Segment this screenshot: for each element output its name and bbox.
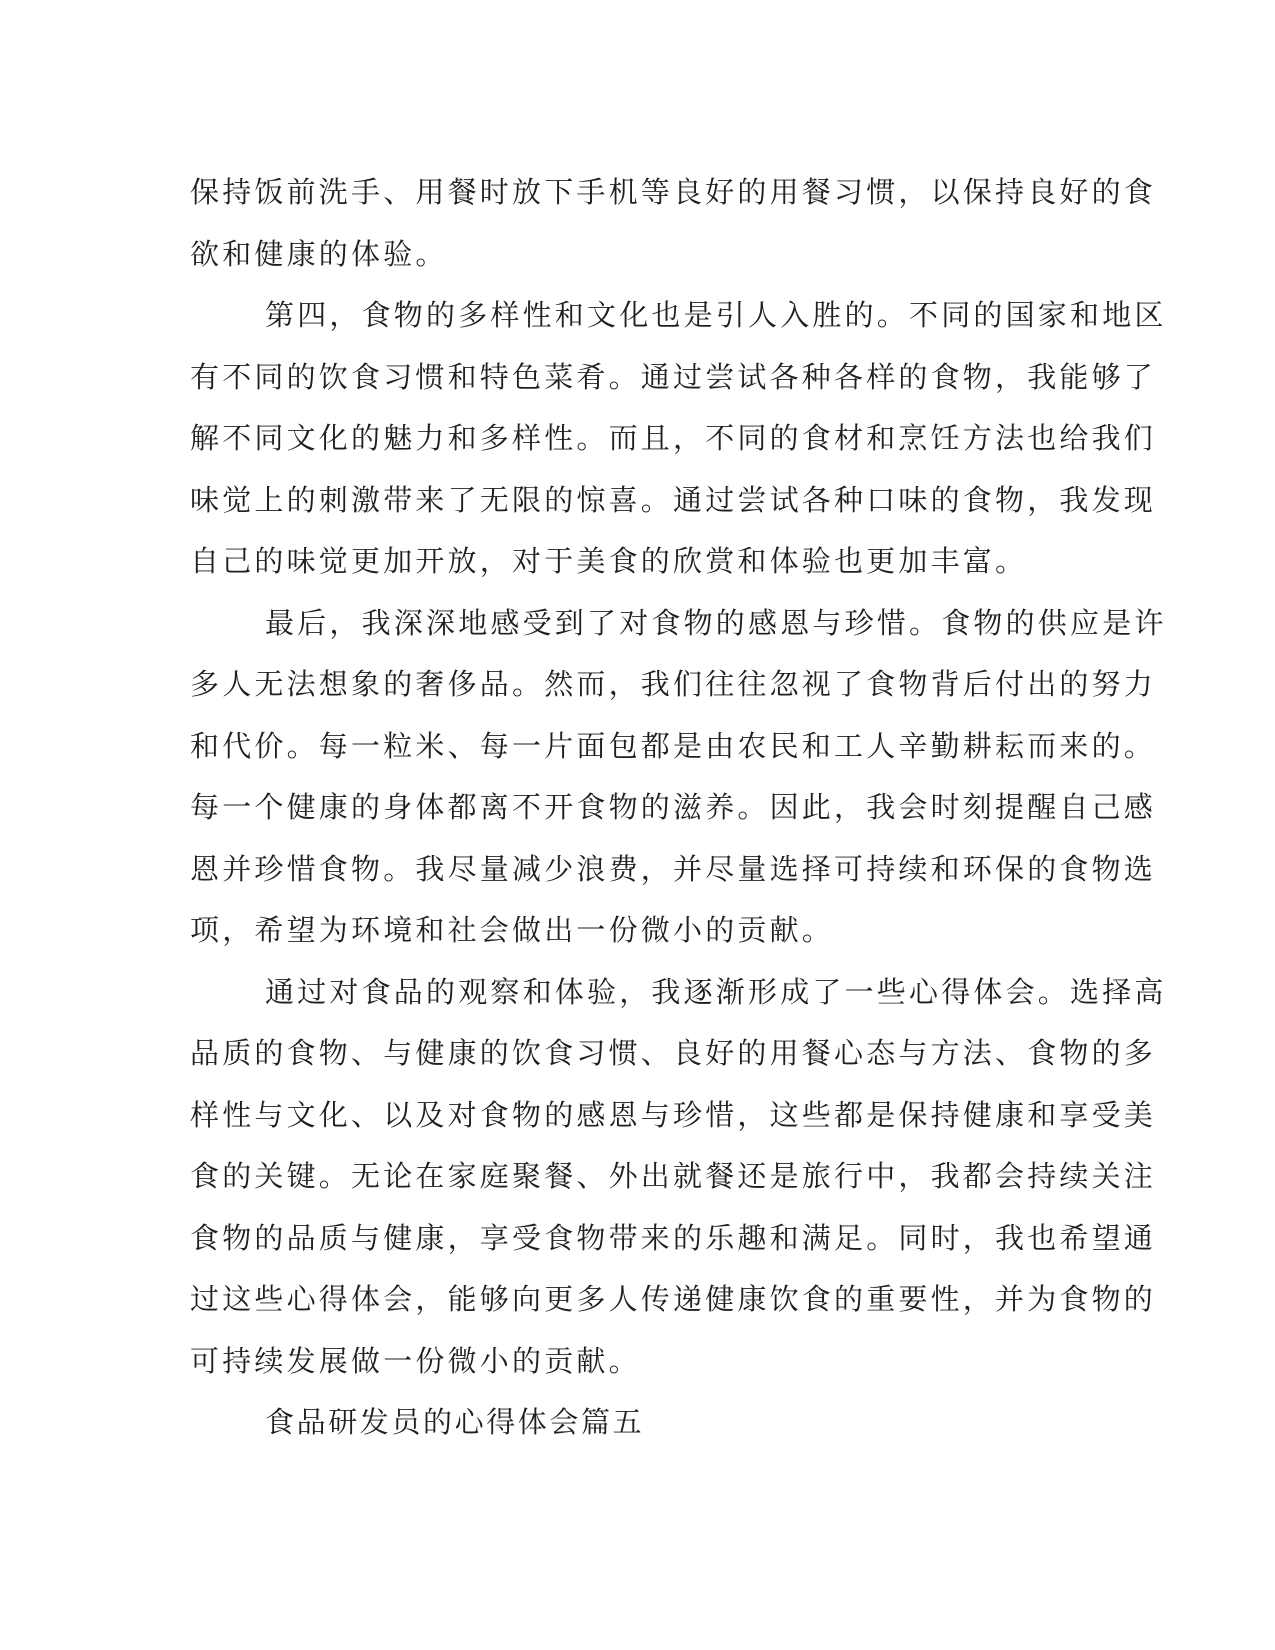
text-line: 味觉上的刺激带来了无限的惊喜。通过尝试各种口味的食物，我发现	[190, 482, 1157, 517]
text-line: 欲和健康的体验。	[190, 236, 448, 271]
text-line: 项，希望为环境和社会做出一份微小的贡献。	[190, 913, 835, 947]
section-heading: 食品研发员的心得体会篇五	[265, 1405, 645, 1439]
paragraph-start-line: 通过对食品的观察和体验，我逐渐形成了一些心得体会。选择高	[265, 974, 1167, 1009]
paragraph-start-line: 第四，食物的多样性和文化也是引人入胜的。不同的国家和地区	[265, 298, 1167, 332]
paragraph-start-line: 最后，我深深地感受到了对食物的感恩与珍惜。食物的供应是许	[265, 605, 1167, 640]
document-body	[190, 162, 1167, 1454]
text-line: 解不同文化的魅力和多样性。而且，不同的食材和烹饪方法也给我们	[190, 421, 1157, 455]
text-line: 多人无法想象的奢侈品。然而，我们往往忽视了食物背后付出的努力	[190, 667, 1157, 701]
text-line: 样性与文化、以及对食物的感恩与珍惜，这些都是保持健康和享受美	[190, 1097, 1157, 1132]
text-line: 和代价。每一粒米、每一片面包都是由农民和工人辛勤耕耘而来的。	[190, 728, 1157, 763]
text-line: 食的关键。无论在家庭聚餐、外出就餐还是旅行中，我都会持续关注	[190, 1159, 1157, 1193]
text-line: 可持续发展做一份微小的贡献。	[190, 1343, 641, 1378]
text-line: 自己的味觉更加开放，对于美食的欣赏和体验也更加丰富。	[190, 544, 1028, 578]
text-line: 品质的食物、与健康的饮食习惯、良好的用餐心态与方法、食物的多	[190, 1036, 1157, 1070]
text-line: 保持饭前洗手、用餐时放下手机等良好的用餐习惯，以保持良好的食	[190, 175, 1157, 209]
text-line: 每一个健康的身体都离不开食物的滋养。因此，我会时刻提醒自己感	[190, 790, 1157, 824]
text-line: 过这些心得体会，能够向更多人传递健康饮食的重要性，并为食物的	[190, 1282, 1157, 1316]
text-line: 食物的品质与健康，享受食物带来的乐趣和满足。同时，我也希望通	[190, 1220, 1157, 1255]
text-line: 有不同的饮食习惯和特色菜肴。通过尝试各种各样的食物，我能够了	[190, 359, 1157, 394]
text-line: 恩并珍惜食物。我尽量减少浪费，并尽量选择可持续和环保的食物选	[190, 851, 1157, 886]
